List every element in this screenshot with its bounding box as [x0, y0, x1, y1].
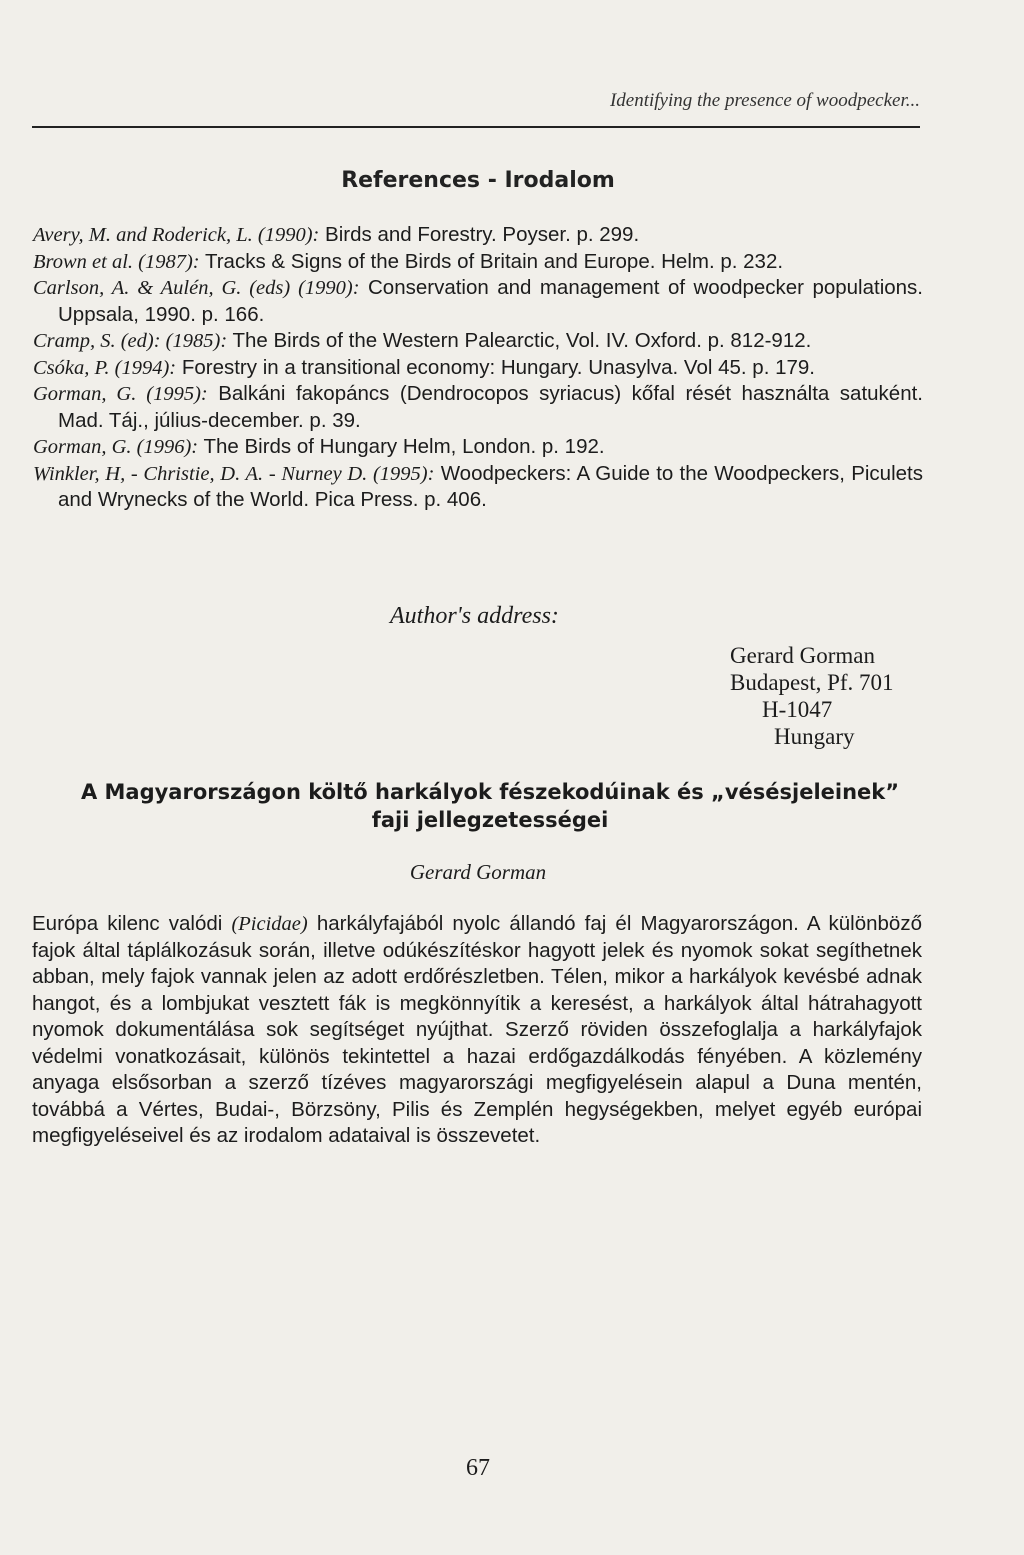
- author-address: [730, 642, 930, 750]
- reference-item: [33, 461, 923, 514]
- reference-item: [33, 222, 923, 249]
- reference-item: [33, 381, 923, 434]
- address-label: Author's address:: [390, 603, 559, 629]
- reference-authors: Gorman, G. (1996):: [33, 436, 199, 458]
- reference-item: [33, 434, 923, 461]
- reference-text: Balkáni fakopáncs (Dendrocopos syriacus) kőfal rését használta satuként. Mad. Táj., július-december. p. 39.: [58, 382, 923, 432]
- header-rule: [32, 126, 920, 128]
- reference-authors: Carlson, A. & Aulén, G. (eds) (1990):: [33, 277, 360, 299]
- references-heading: References - Irodalom: [341, 168, 615, 193]
- abstract-paragraph: [32, 911, 922, 1150]
- reference-authors: Avery, M. and Roderick, L. (1990):: [33, 224, 320, 246]
- abstract-taxon: (Picidae): [231, 913, 308, 935]
- reference-authors: Brown et al. (1987):: [33, 250, 200, 273]
- reference-text: The Birds of the Western Palearctic, Vol. IV. Oxford. p. 812-912.: [227, 329, 812, 352]
- running-head: Identifying the presence of woodpecker...: [609, 90, 920, 111]
- reference-item: [33, 249, 923, 276]
- author-byline: Gerard Gorman: [409, 860, 547, 884]
- address-line: Budapest, Pf. 701: [730, 670, 894, 695]
- reference-list: [33, 222, 923, 514]
- address-line: Hungary: [774, 724, 855, 749]
- reference-item: [33, 355, 923, 382]
- reference-text: The Birds of Hungary Helm, London. p. 192.: [198, 435, 605, 458]
- reference-text: Woodpeckers: A Guide to the Woodpeckers, Piculets and Wrynecks of the World. Pica Press. p. 406.: [58, 461, 923, 511]
- abstract-text: harkályfajából nyolc állandó faj él Magyarországon. A különböző fajok által táplálkozásuk során, illetve odúkészítéskor hagyott jelek és nyomok sokat segíthetnek abban, mely fajok vannak jelen az adott erdőrészletben. Télen, mikor a harkályok kevésbé adnak hangot, és a lombjukat vesztett fák is megkönnyítik a keresést, a harkályok által hátrahagyott nyomok dokumentálása sok segítséget nyújthat. Szerző röviden összefoglalja a harkályfajok védelmi vonatkozásait, különös tekintettel a hazai erdőgazdálkodás fényében. A közlemény anyaga elsősorban a szerző tízéves magyarországi megfigyelésein alapul a Duna mentén, továbbá a Vértes, Budai-, Börzsöny, Pilis és Zemplén hegységekben, melyet egyéb európai megfigyeléseivel és az irodalom adataival is összevetet.: [32, 912, 922, 1147]
- article-title-line: faji jellegzetességei: [371, 808, 609, 832]
- reference-text: Conservation and management of woodpecker populations. Uppsala, 1990. p. 166.: [58, 276, 923, 326]
- reference-text: Tracks & Signs of the Birds of Britain and Europe. Helm. p. 232.: [199, 249, 784, 273]
- reference-item: [33, 275, 923, 328]
- article-title-line: A Magyarországon költő harkályok fészekodúinak és „vésésjeleinek”: [80, 780, 900, 804]
- abstract-text: Európa kilenc valódi: [32, 912, 232, 935]
- reference-authors: Csóka, P. (1994):: [33, 356, 177, 379]
- reference-authors: Cramp, S. (ed): (1985):: [33, 330, 228, 352]
- reference-authors: Winkler, H, - Christie, D. A. - Nurney D. (1995):: [33, 462, 435, 485]
- address-line: H-1047: [762, 697, 833, 722]
- reference-text: Forestry in a transitional economy: Hungary. Unasylva. Vol 45. p. 179.: [176, 355, 815, 379]
- reference-item: [33, 328, 923, 355]
- address-line: Gerard Gorman: [730, 643, 875, 668]
- reference-text: Birds and Forestry. Poyser. p. 299.: [319, 223, 640, 246]
- reference-authors: Gorman, G. (1995):: [33, 383, 208, 405]
- page-number: 67: [466, 1455, 490, 1481]
- article-title: [0, 778, 980, 834]
